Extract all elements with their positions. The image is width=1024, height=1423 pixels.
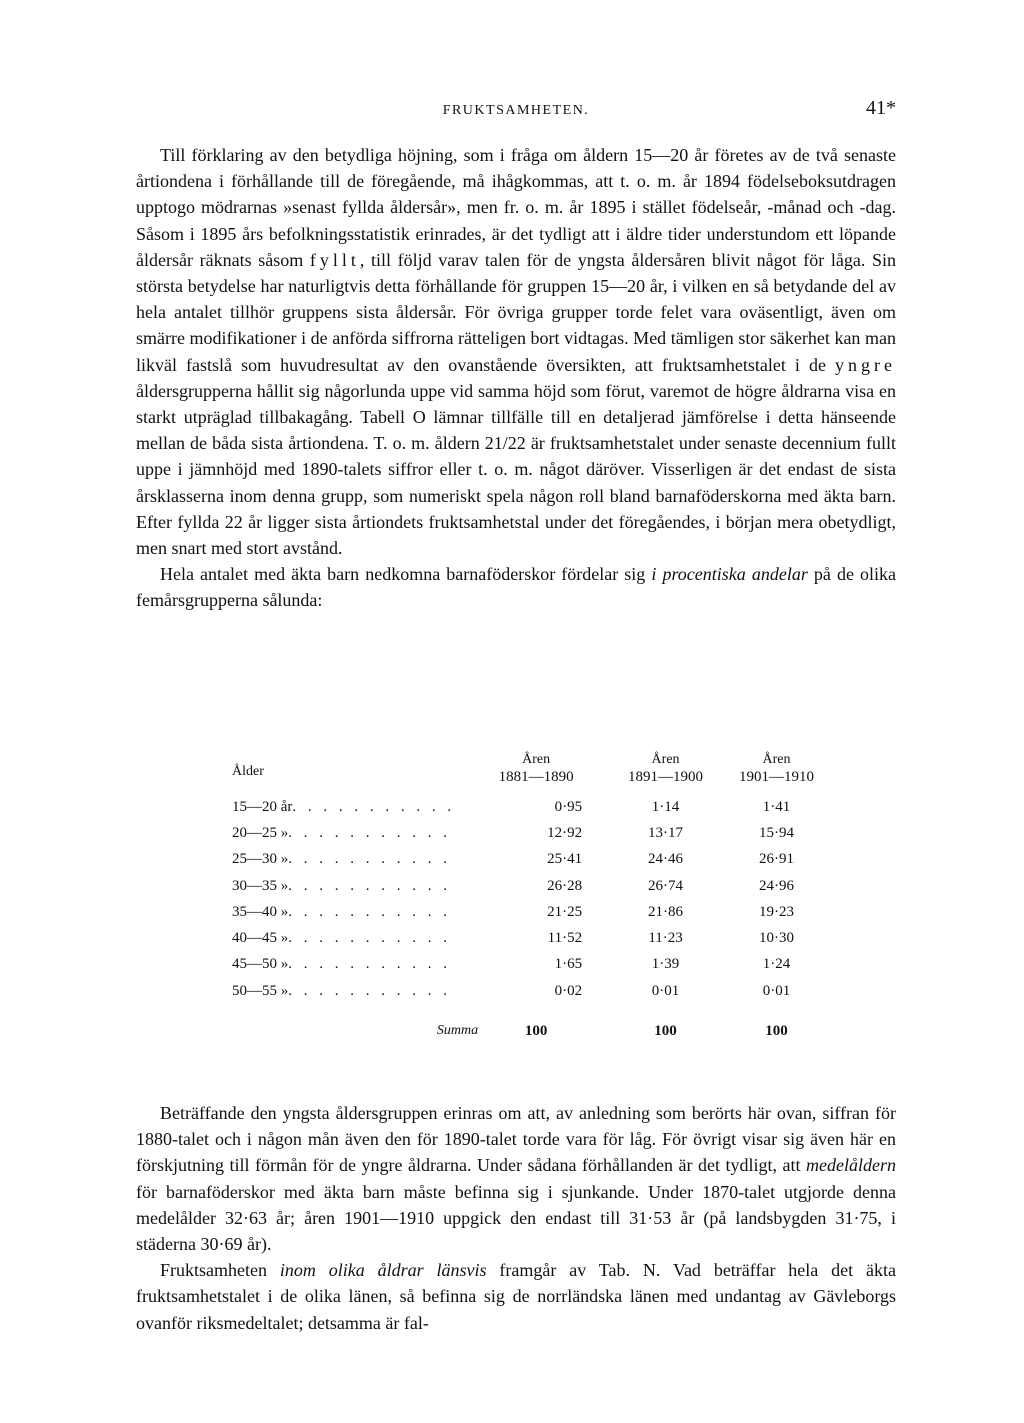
table-row <box>232 820 832 846</box>
table-header-row <box>232 752 832 794</box>
value-cell: 0·01 <box>762 982 791 999</box>
table-row <box>232 978 832 1004</box>
value-cell: 1·39 <box>651 956 680 973</box>
sum-label: Summa <box>436 1023 479 1039</box>
age-cell: 30—35 ». . . . . . . . . . . <box>232 877 451 894</box>
paragraph-2: Hela antalet med äkta barn nedkomna barnaföderskor fördelar sig i procentiska andelar på de olika femårsgrupperna sålunda: <box>136 564 897 611</box>
age-distribution-table <box>232 752 832 1046</box>
value-cell: 0·01 <box>651 982 680 999</box>
column-header: Åren 1891—1900 <box>628 752 704 785</box>
spaced-word: fyllt <box>309 249 360 270</box>
table-row <box>232 794 832 820</box>
sum-row <box>232 1004 832 1046</box>
italic-phrase: medelåldern <box>806 1155 897 1176</box>
sum-value: 100 <box>654 1022 677 1039</box>
sum-value: 100 <box>524 1022 548 1039</box>
paragraph-1: Till förklaring av den betydliga höjning, som i fråga om åldern 15—20 år företes av de två senaste årtiondena i förhållande till de föregående, må ihågkommas, att t. o. m. år 1894 födelseboksutdragen upptogo mödrarnas »senast fyllda åldersår», men fr. o. m. år 1895 i stället födelseår, -månad och -dag. Såsom i 1895 års befolkningsstatistik erinrades, är det tydligt att i äldre tider understundom ett löpande åldersår räknats såsom fyllt, till följd varav talen för de yngsta åldersåren blivit något för låga. Sin största betydelse har naturligtvis detta förhållande för gruppen 15—20 år, i vilken en så betydande del av hela antalet tillhör gruppens sista åldersår. För övriga grupper torde felet vara oväsentligt, även om smärre modifikationer i de anförda siffrorna rätteligen bort vidtagas. Med tämligen stor säkerhet kan man likväl fastslå som huvudresultat av den ovanstående översikten, att fruktsamhetstalet i de yngre åldersgrupperna hållit sig någorlunda uppe vid samma höjd som förut, varemot de högre åldrarna visa en starkt utpräglad tillbakagång. Tabell O lämnar tillfälle till en detaljerad jämförelse i detta hänseende mellan de båda sista årtiondena. T. o. m. åldern 21/22 är fruktsamhetstalet under senaste decennium fullt uppe i jämnhöjd med 1890-talets siffror eller t. o. m. något däröver. Visserligen är det endast de sista årsklasserna inom denna grupp, som numeriskt spela någon roll bland barnaföderskorna med äkta barn. Efter fyllda 22 år ligger sista årtiondets fruktsamhetstal under det föregåendes, i början mera obetydligt, men snart med stort avstånd. <box>136 145 897 559</box>
value-cell: 15·94 <box>759 824 794 841</box>
value-cell: 19·23 <box>759 903 794 920</box>
value-cell: 10·30 <box>759 930 794 947</box>
value-cell: 1·24 <box>762 956 791 973</box>
value-cell: 1·65 <box>554 956 583 973</box>
value-cell: 0·02 <box>554 982 583 999</box>
running-title: FRUKTSAMHETEN. <box>442 103 590 118</box>
value-cell: 1·41 <box>762 798 791 815</box>
age-column-header: Ålder <box>232 764 264 779</box>
value-cell: 0·95 <box>554 798 583 815</box>
value-cell: 13·17 <box>648 824 684 841</box>
table-row <box>232 873 832 899</box>
column-header: Åren 1901—1910 <box>739 752 814 785</box>
value-cell: 11·52 <box>547 930 583 947</box>
table-row <box>232 952 832 978</box>
value-cell: 25·41 <box>547 851 583 868</box>
value-cell: 11·23 <box>648 930 683 947</box>
value-cell: 1·14 <box>651 798 680 815</box>
table-row <box>232 925 832 951</box>
table-row <box>232 899 832 925</box>
age-cell: 20—25 ». . . . . . . . . . . <box>232 824 451 841</box>
value-cell: 12·92 <box>547 824 583 841</box>
value-cell: 24·96 <box>759 877 794 894</box>
value-cell: 21·86 <box>648 903 684 920</box>
value-cell: 21·25 <box>547 903 583 920</box>
page-header <box>136 97 896 127</box>
age-cell: 15—20 år. . . . . . . . . . . <box>232 798 456 815</box>
paragraph-3: Beträffande den yngsta åldersgruppen erinras om att, av anledning som berörts här ovan, siffran för 1880-talet och i någon mån även den för 1890-talet torde vara för låg. För övrigt visar sig även här en förskjutning till förmån för de yngre åldrarna. Under sådana förhållanden är det tydligt, att medelåldern för barnaföderskor med äkta barn måste befinna sig i sjunkande. Under 1870-talet utgjorde denna medelålder 32·63 år; åren 1901—1910 uppgick den endast till 31·53 år (på landsbygden 31·75, i städerna 30·69 år). <box>136 1103 897 1255</box>
body-text-bottom <box>136 1100 896 1336</box>
table-row <box>232 847 832 873</box>
age-cell: 35—40 ». . . . . . . . . . . <box>232 903 451 920</box>
age-cell: 50—55 ». . . . . . . . . . . <box>232 982 451 999</box>
page-number: 41* <box>866 97 896 119</box>
value-cell: 26·91 <box>759 851 794 868</box>
value-cell: 26·28 <box>547 877 583 894</box>
age-cell: 40—45 ». . . . . . . . . . . <box>232 930 451 947</box>
sum-value: 100 <box>765 1022 788 1039</box>
value-cell: 24·46 <box>648 851 684 868</box>
column-header: Åren 1881—1890 <box>498 752 574 785</box>
age-cell: 25—30 ». . . . . . . . . . . <box>232 851 451 868</box>
spaced-word: yngre <box>835 354 897 375</box>
age-cell: 45—50 ». . . . . . . . . . . <box>232 956 451 973</box>
paragraph-4: Fruktsamheten inom olika åldrar länsvis framgår av Tab. N. Vad beträffar hela det äkta fruktsamhetstalet i de olika länen, så befinna sig de norrländska länen med undantag av Gävleborgs ovanför riksmedeltalet; detsamma är fal- <box>136 1260 897 1333</box>
value-cell: 26·74 <box>648 877 684 894</box>
italic-phrase: i procentiska andelar <box>651 564 808 585</box>
italic-phrase: inom olika åldrar länsvis <box>279 1260 487 1281</box>
body-text-top <box>136 142 896 614</box>
